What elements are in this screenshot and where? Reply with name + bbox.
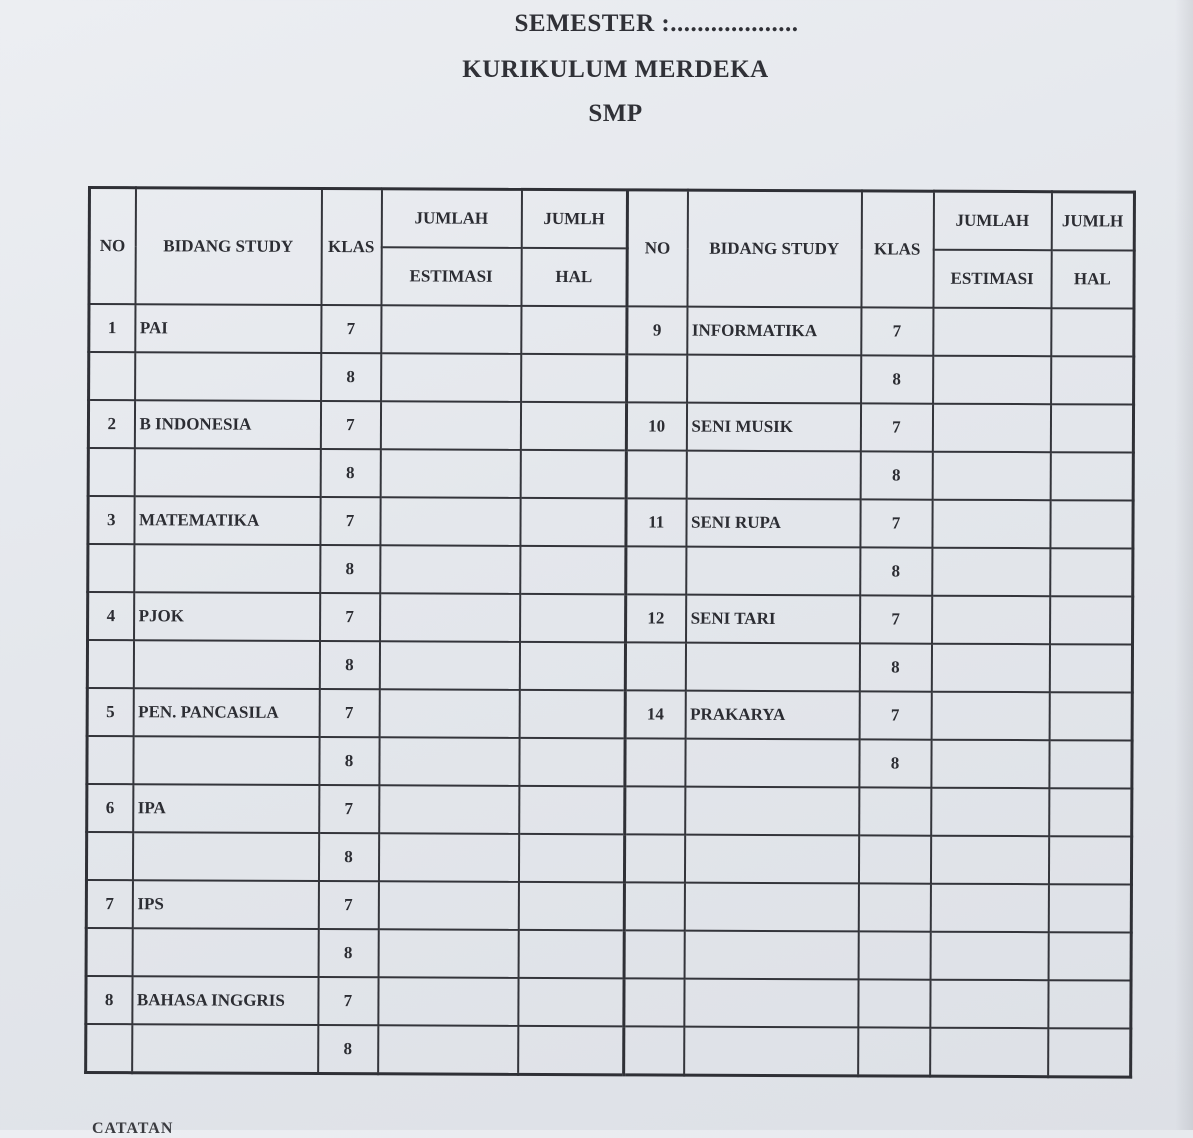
- row-no: 7: [86, 880, 132, 928]
- row-klas-right: [858, 883, 930, 931]
- row-no: [88, 448, 134, 496]
- row-hal-cell: [521, 354, 627, 402]
- row-hal-cell-right: [1050, 596, 1133, 644]
- header-no-right: NO: [627, 190, 688, 307]
- row-hal-cell-right: [1051, 356, 1134, 404]
- row-estimasi-cell: [379, 641, 519, 690]
- row-subject: [132, 832, 318, 881]
- row-subject: [132, 928, 318, 977]
- row-no: [86, 1024, 132, 1073]
- table-row: [86, 928, 1131, 981]
- row-estimasi-cell: [381, 305, 521, 354]
- row-klas-right: [858, 1027, 930, 1076]
- row-no: [87, 640, 133, 688]
- row-subject: IPA: [133, 784, 319, 833]
- row-hal-cell-right: [1050, 500, 1133, 548]
- row-subject-right: [684, 979, 858, 1028]
- header-hal: HAL: [521, 248, 627, 306]
- row-estimasi-cell: [380, 545, 520, 594]
- row-estimasi-cell: [378, 1025, 518, 1074]
- kurikulum-title: KURIKULUM MERDEKA: [462, 56, 769, 83]
- row-klas-right: 7: [861, 307, 933, 355]
- row-hal-cell-right: [1049, 740, 1132, 788]
- row-no: [86, 832, 132, 880]
- row-klas: 8: [318, 929, 378, 977]
- row-klas-right: 8: [860, 451, 932, 499]
- row-klas: 7: [320, 593, 380, 641]
- header-row-top: [89, 188, 1134, 251]
- row-estimasi-cell: [378, 833, 518, 882]
- row-subject: BAHASA INGGRIS: [132, 976, 318, 1025]
- row-hal-cell: [518, 1026, 624, 1075]
- row-klas: 8: [319, 641, 379, 689]
- row-subject: [132, 1024, 318, 1073]
- table-row: [88, 400, 1133, 453]
- row-estimasi-cell: [379, 737, 519, 786]
- row-no-right: [626, 546, 686, 594]
- table-row: [86, 880, 1131, 933]
- row-estimasi-cell-right: [932, 596, 1050, 645]
- row-estimasi-cell-right: [930, 884, 1048, 933]
- row-subject: [135, 352, 321, 401]
- row-subject: [134, 448, 320, 497]
- row-estimasi-cell: [379, 689, 519, 738]
- table-row: [86, 976, 1131, 1029]
- row-klas: 7: [319, 785, 379, 833]
- row-subject: PJOK: [134, 592, 320, 641]
- row-subject-right: [686, 547, 860, 596]
- row-subject-right: [684, 1027, 858, 1076]
- table-row: [86, 832, 1131, 885]
- row-estimasi-cell-right: [933, 356, 1051, 405]
- row-hal-cell: [521, 306, 627, 354]
- row-klas-right: [858, 979, 930, 1027]
- table-row: [89, 304, 1134, 357]
- row-estimasi-cell: [378, 977, 518, 1026]
- row-estimasi-cell-right: [931, 788, 1049, 837]
- row-hal-cell: [520, 498, 626, 546]
- row-klas: 7: [320, 497, 380, 545]
- row-hal-cell-right: [1048, 884, 1131, 932]
- row-klas: 7: [319, 689, 379, 737]
- row-hal-cell: [520, 450, 626, 498]
- row-subject: [134, 544, 320, 593]
- row-subject-right: [685, 787, 859, 836]
- paper-shadow-edge: [1175, 0, 1193, 1130]
- table-row: [88, 448, 1133, 501]
- row-klas-right: 8: [861, 355, 933, 403]
- row-subject-right: [684, 835, 858, 884]
- row-subject-right: [684, 883, 858, 932]
- header-bidang-study: BIDANG STUDY: [135, 188, 322, 305]
- row-subject-right: SENI RUPA: [686, 499, 860, 548]
- row-estimasi-cell-right: [930, 836, 1048, 885]
- row-no-right: [624, 930, 684, 978]
- row-hal-cell-right: [1048, 836, 1131, 884]
- row-estimasi-cell-right: [931, 692, 1049, 741]
- row-subject-right: [685, 739, 859, 788]
- row-klas: 8: [318, 1025, 378, 1074]
- row-klas: 8: [320, 449, 380, 497]
- header-jumlh: JUMLH: [521, 189, 627, 248]
- row-hal-cell-right: [1049, 788, 1132, 836]
- row-no: 8: [86, 976, 132, 1024]
- row-klas-right: [858, 835, 930, 883]
- row-subject-right: [685, 643, 859, 692]
- row-klas-right: 7: [859, 691, 931, 739]
- row-klas: 7: [318, 881, 378, 929]
- row-hal-cell: [519, 642, 625, 690]
- row-no: [89, 352, 135, 400]
- row-klas-right: 7: [860, 499, 932, 547]
- row-hal-cell: [519, 690, 625, 738]
- level-title: SMP: [588, 100, 643, 127]
- row-hal-cell: [518, 978, 624, 1026]
- row-no-right: [624, 1026, 684, 1075]
- row-no-right: [626, 450, 686, 498]
- row-no: 2: [88, 400, 134, 448]
- row-klas: 8: [321, 353, 381, 401]
- row-estimasi-cell-right: [933, 308, 1051, 357]
- row-klas-right: [859, 787, 931, 835]
- table-row: [87, 736, 1132, 789]
- row-klas: 8: [318, 833, 378, 881]
- subject-table: [84, 186, 1136, 1079]
- table-row: [88, 592, 1133, 645]
- row-hal-cell-right: [1050, 452, 1133, 500]
- row-hal-cell: [518, 930, 624, 978]
- row-subject-right: [684, 931, 858, 980]
- row-no-right: 9: [627, 306, 687, 354]
- row-no-right: [625, 786, 685, 834]
- row-subject: MATEMATIKA: [134, 496, 320, 545]
- table-row: [87, 640, 1132, 693]
- row-subject: B INDONESIA: [134, 400, 320, 449]
- table-row: [88, 544, 1133, 597]
- row-subject: [133, 736, 319, 785]
- row-subject-right: INFORMATIKA: [687, 307, 861, 356]
- row-no: 5: [87, 688, 133, 736]
- row-klas-right: 8: [859, 643, 931, 691]
- row-hal-cell: [520, 402, 626, 450]
- row-no-right: 11: [626, 498, 686, 546]
- row-no-right: [624, 882, 684, 930]
- row-subject-right: SENI MUSIK: [686, 403, 860, 452]
- header-klas: KLAS: [321, 189, 382, 306]
- row-hal-cell-right: [1051, 308, 1134, 356]
- row-no: 6: [87, 784, 133, 832]
- row-klas: 8: [320, 545, 380, 593]
- row-subject: PAI: [135, 304, 321, 353]
- header-bidang-study-right: BIDANG STUDY: [687, 190, 862, 307]
- header-hal-right: HAL: [1051, 250, 1134, 308]
- table-row: [87, 688, 1132, 741]
- table-row: [88, 496, 1133, 549]
- header-estimasi: ESTIMASI: [381, 247, 521, 306]
- row-no: 1: [89, 304, 135, 352]
- row-estimasi-cell: [380, 449, 520, 498]
- header-no: NO: [89, 188, 136, 305]
- row-klas-right: 7: [860, 595, 932, 643]
- header-estimasi-right: ESTIMASI: [933, 250, 1051, 309]
- row-no-right: 14: [625, 690, 685, 738]
- row-estimasi-cell: [380, 401, 520, 450]
- row-estimasi-cell: [378, 881, 518, 930]
- row-hal-cell-right: [1050, 404, 1133, 452]
- table-row: [86, 1024, 1131, 1077]
- header-jumlah: JUMLAH: [381, 189, 521, 248]
- row-hal-cell-right: [1048, 1028, 1131, 1077]
- row-hal-cell-right: [1049, 644, 1132, 692]
- row-subject: IPS: [132, 880, 318, 929]
- row-estimasi-cell-right: [930, 980, 1048, 1029]
- row-no: [87, 736, 133, 784]
- row-hal-cell: [518, 882, 624, 930]
- row-no-right: [624, 978, 684, 1026]
- row-no: [88, 544, 134, 592]
- row-estimasi-cell-right: [932, 404, 1050, 453]
- row-subject-right: SENI TARI: [686, 595, 860, 644]
- row-subject-right: PRAKARYA: [685, 691, 859, 740]
- row-klas-right: 8: [860, 547, 932, 595]
- semester-title: SEMESTER :...................: [514, 10, 799, 37]
- table-row: [87, 784, 1132, 837]
- row-klas: 7: [321, 305, 381, 353]
- table-row: [89, 352, 1134, 405]
- row-hal-cell-right: [1049, 692, 1132, 740]
- row-no-right: 10: [626, 402, 686, 450]
- row-klas: 7: [320, 401, 380, 449]
- row-hal-cell: [520, 594, 626, 642]
- row-estimasi-cell: [380, 497, 520, 546]
- header-jumlh-right: JUMLH: [1051, 192, 1134, 251]
- header-jumlah-right: JUMLAH: [933, 191, 1051, 250]
- row-hal-cell: [518, 834, 624, 882]
- row-hal-cell-right: [1048, 932, 1131, 980]
- row-no-right: [625, 738, 685, 786]
- row-estimasi-cell-right: [931, 740, 1049, 789]
- row-estimasi-cell: [380, 593, 520, 642]
- row-no: 3: [88, 496, 134, 544]
- row-no-right: 12: [626, 594, 686, 642]
- row-klas-right: [858, 931, 930, 979]
- row-no-right: [624, 834, 684, 882]
- row-estimasi-cell: [379, 785, 519, 834]
- row-estimasi-cell: [381, 353, 521, 402]
- row-hal-cell: [519, 738, 625, 786]
- row-klas: 8: [319, 737, 379, 785]
- row-hal-cell-right: [1048, 980, 1131, 1028]
- row-klas: 7: [318, 977, 378, 1025]
- row-subject-right: [686, 451, 860, 500]
- row-estimasi-cell-right: [932, 452, 1050, 501]
- row-estimasi-cell-right: [932, 548, 1050, 597]
- table-body: [86, 304, 1134, 1077]
- row-no: 4: [88, 592, 134, 640]
- row-no-right: [627, 354, 687, 402]
- row-estimasi-cell-right: [932, 500, 1050, 549]
- row-estimasi-cell-right: [930, 932, 1048, 981]
- row-subject: [133, 640, 319, 689]
- row-klas-right: 7: [860, 403, 932, 451]
- row-no-right: [625, 642, 685, 690]
- row-klas-right: 8: [859, 739, 931, 787]
- row-no: [86, 928, 132, 976]
- row-estimasi-cell: [378, 929, 518, 978]
- row-hal-cell: [520, 546, 626, 594]
- row-subject-right: [687, 355, 861, 404]
- row-hal-cell-right: [1050, 548, 1133, 596]
- header-klas-right: KLAS: [861, 191, 934, 308]
- row-hal-cell: [519, 786, 625, 834]
- row-subject: PEN. PANCASILA: [133, 688, 319, 737]
- catatan-label: CATATAN: [92, 1120, 174, 1137]
- row-estimasi-cell-right: [930, 1028, 1048, 1077]
- row-estimasi-cell-right: [931, 644, 1049, 693]
